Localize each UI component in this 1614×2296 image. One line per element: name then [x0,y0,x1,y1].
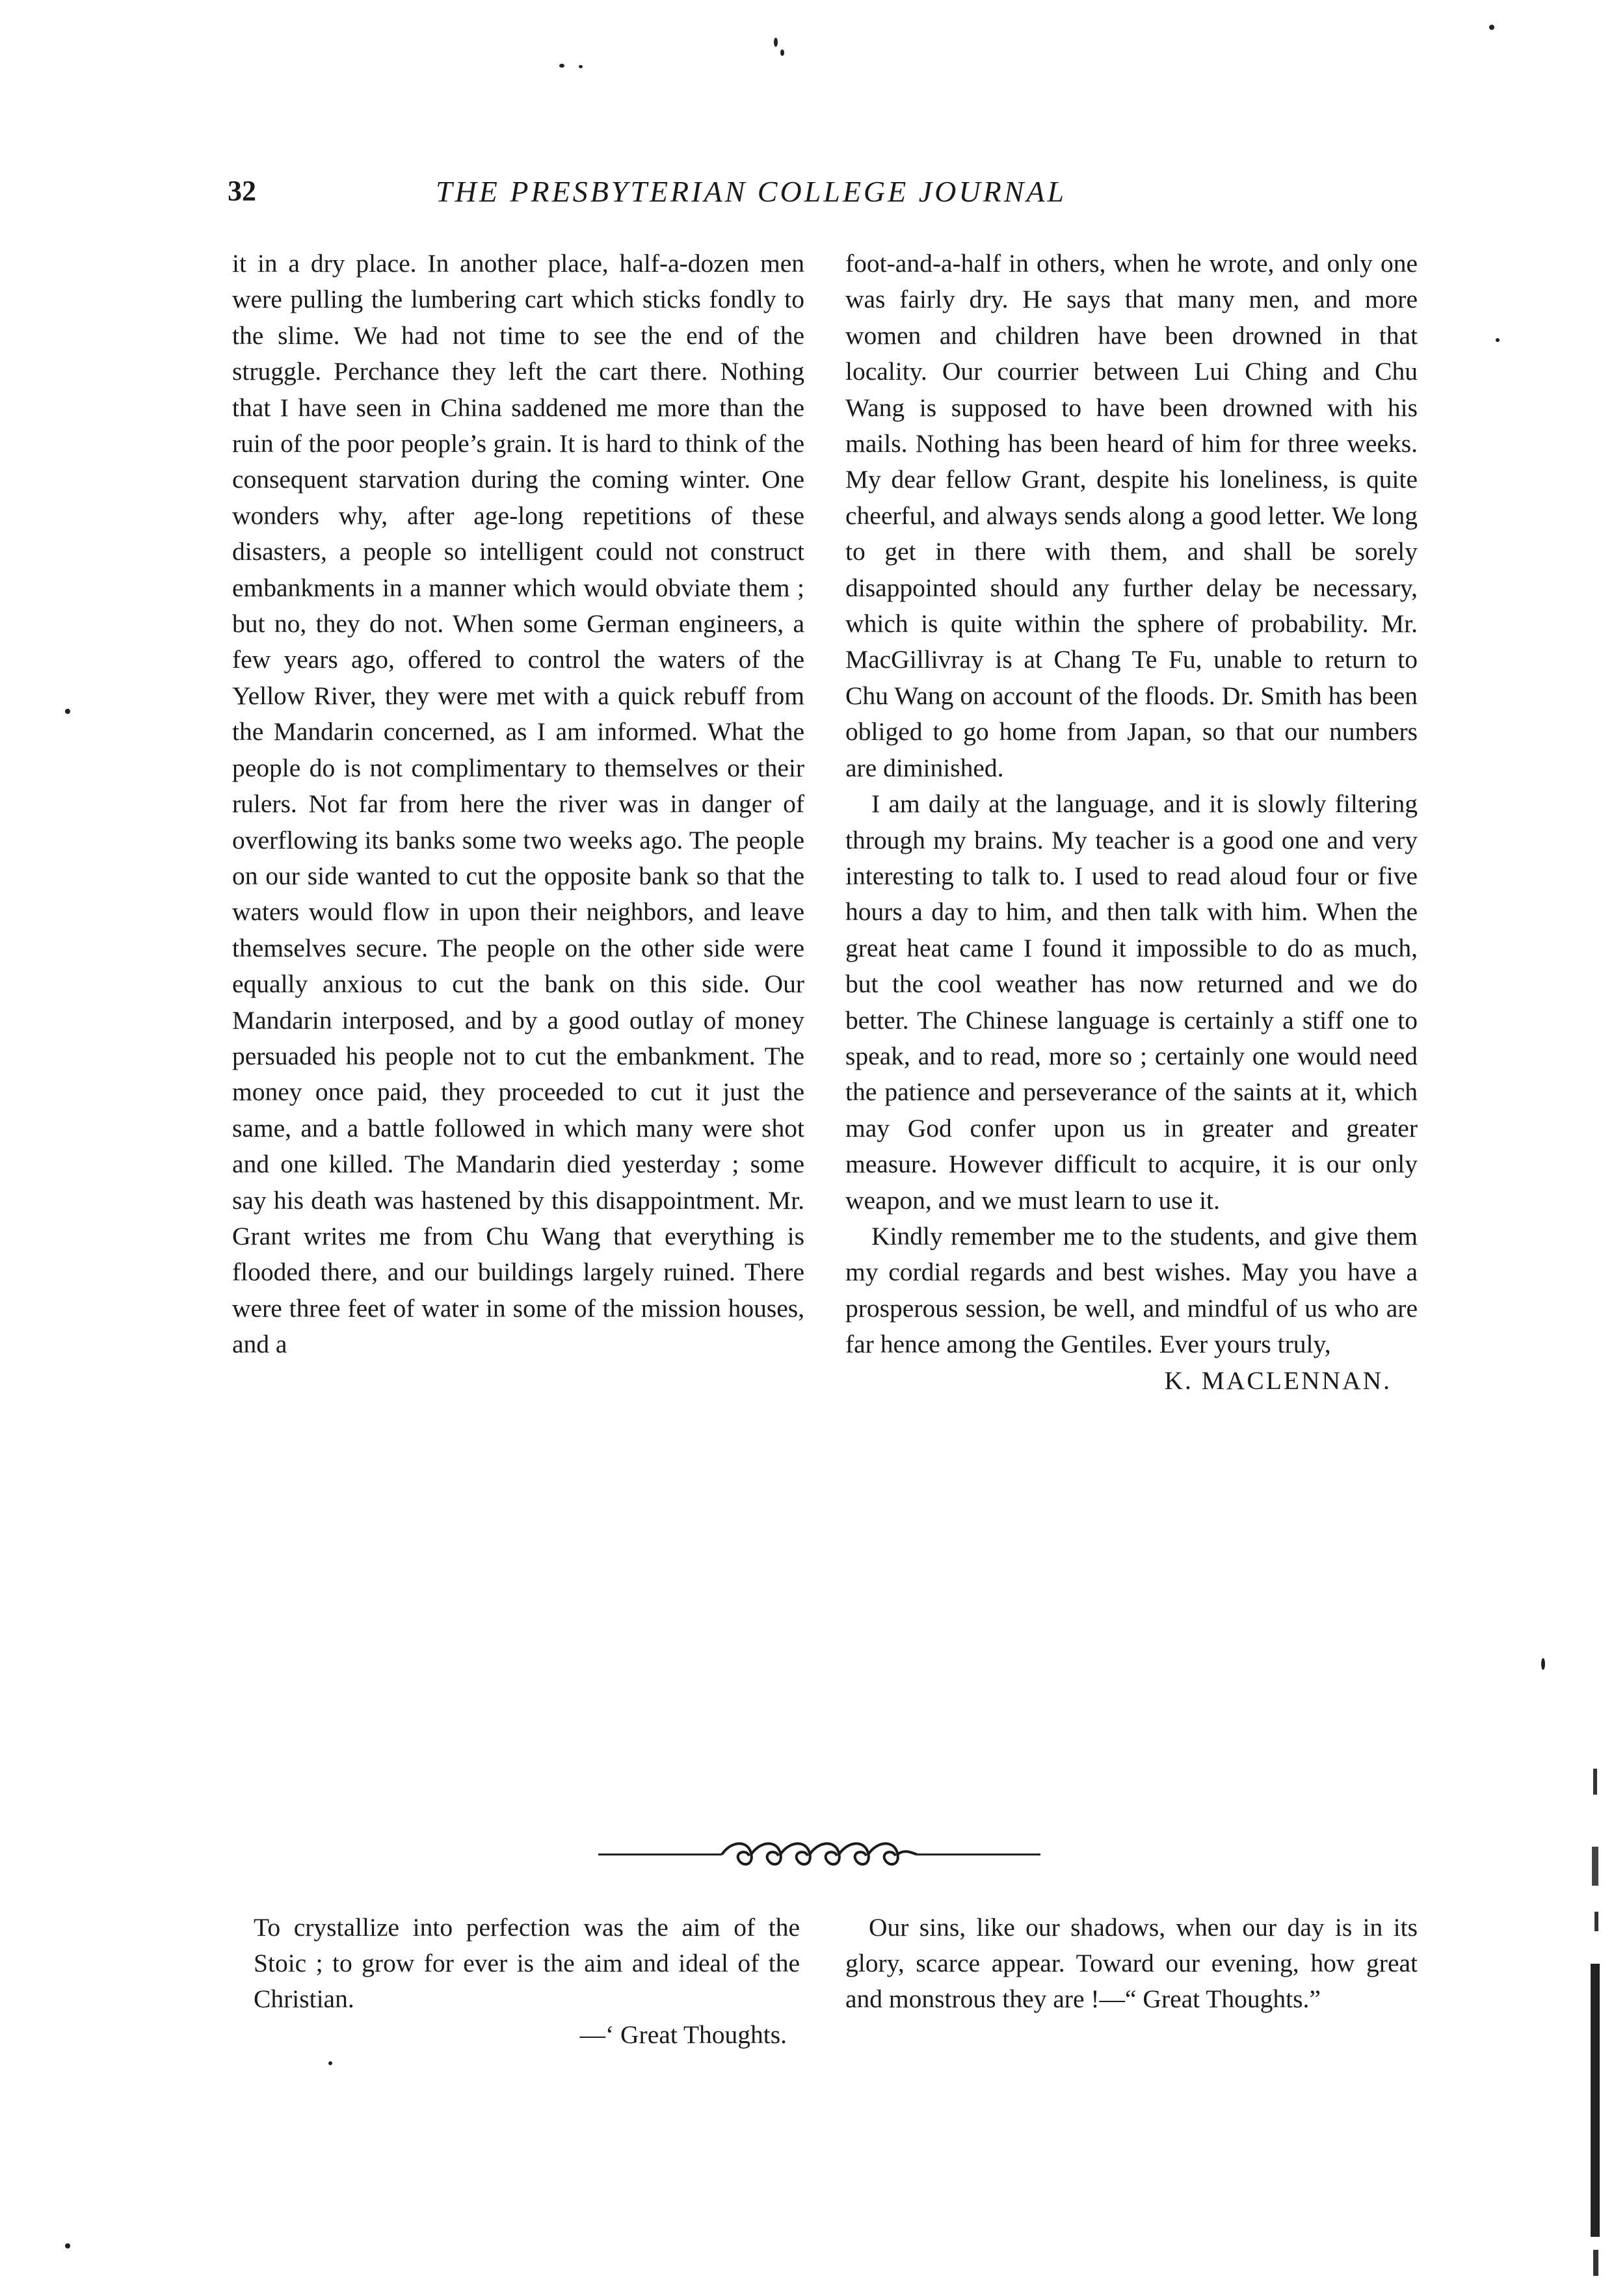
quote-text: Our sins, like our shadows, when our day is in its glory, scarce appear. Toward our evening, how great and monstrous they are !—“ Great Thoughts.” [845,1913,1418,2013]
section-divider-ornament [598,1834,1040,1873]
quote-stoic [254,1910,800,2053]
article-paragraph: I am daily at the language, and it is slowly filtering through my brains. My teacher is a good one and very interesting to talk to. I used to read aloud four or five hours a day to him, and then talk with him. When the great heat came I found it impossible to do as much, but the cool weather has now returned and we do better. The Chinese language is certainly a stiff one to speak, and to read, more so ; certainly one would need the patience and perseverance of the saints at it, which may God confer upon us in greater and greater measure. However difficult to acquire, it is our only weapon, and we must learn to use it. [845,789,1418,1215]
scan-speck [1541,1658,1545,1670]
page-header [228,174,1236,220]
scan-speck [780,49,784,56]
article-paragraph: Kindly remember me to the students, and give them my cordial regards and best wishes. May you have a prosperous session, be well, and mindful of us who are far hence among the Gentiles. Ever yours truly, [845,1221,1418,1359]
scan-speck [774,38,778,47]
article-right-column [845,246,1418,1399]
article-left-column [232,246,804,1363]
scan-speck [65,2243,70,2249]
letter-signature: K. MACLENNAN. [1164,1366,1392,1395]
article-paragraph: foot-and-a-half in others, when he wrote, and only one was fairly dry. He says that many men, and more women and children have been drowned in that locality. Our courrier between Lui Ching and Chu Wang is supposed to have been drowned with his mails. Nothing has been heard of him for three weeks. My dear fellow Grant, despite his loneliness, is quite cheerful, and always sends along a good letter. We long to get in there with them, and shall be sorely disappointed should any further delay be necessary, which is quite within the sphere of probability. Mr. MacGillivray is at Chang Te Fu, unable to return to Chu Wang on account of the floods. Dr. Smith has been obliged to go home from Japan, so that our numbers are diminished. [845,249,1418,782]
scan-speck [559,64,564,68]
scan-edge-noise [1587,1769,1606,2289]
article-paragraph: it in a dry place. In another place, half-a-dozen men were pulling the lumbering cart which sticks fondly to the slime. We had not time to see the end of the struggle. Perchance they left the cart there. Nothing that I have seen in China saddened me more than the ruin of the poor people’s grain. It is hard to think of the consequent starvation during the coming winter. One wonders why, after age-long repetitions of these disasters, a people so intelligent could not construct embankments in a manner which would obviate them ; but no, they do not. When some German engineers, a few years ago, offered to control the waters of the Yellow River, they were met with a quick rebuff from the Mandarin concerned, as I am informed. What the people do is not complimentary to themselves or their rulers. Not far from here the river was in danger of overflowing its banks some two weeks ago. The people on our side wanted to cut the opposite bank so that the waters would flow in upon their neighbors, and leave themselves secure. The people on the other side were equally anxious to cut the bank on this side. Our Mandarin interposed, and by a good outlay of money persuaded his people not to cut the embankment. The money once paid, they proceeded to cut it just the same, and a battle followed in which many were shot and one killed. The Mandarin died yesterday ; some say his death was hastened by this disappointment. Mr. Grant writes me from Chu Wang that everything is flooded there, and our buildings largely ruined. There were three feet of water in some of the mission houses, and a [232,249,804,1359]
quote-text: To crystallize into perfection was the aim of the Stoic ; to grow for ever is the aim and ideal of the Christian. [254,1913,800,2013]
quote-source: —‘ Great Thoughts. [579,2020,787,2049]
scan-speck [1496,338,1500,342]
scan-speck [579,65,583,68]
scan-speck [328,2061,332,2065]
journal-title: THE PRESBYTERIAN COLLEGE JOURNAL [436,175,1067,208]
scan-speck [1489,25,1494,30]
quote-sins [845,1910,1418,2017]
scan-speck [65,709,70,714]
page-number: 32 [228,175,256,207]
